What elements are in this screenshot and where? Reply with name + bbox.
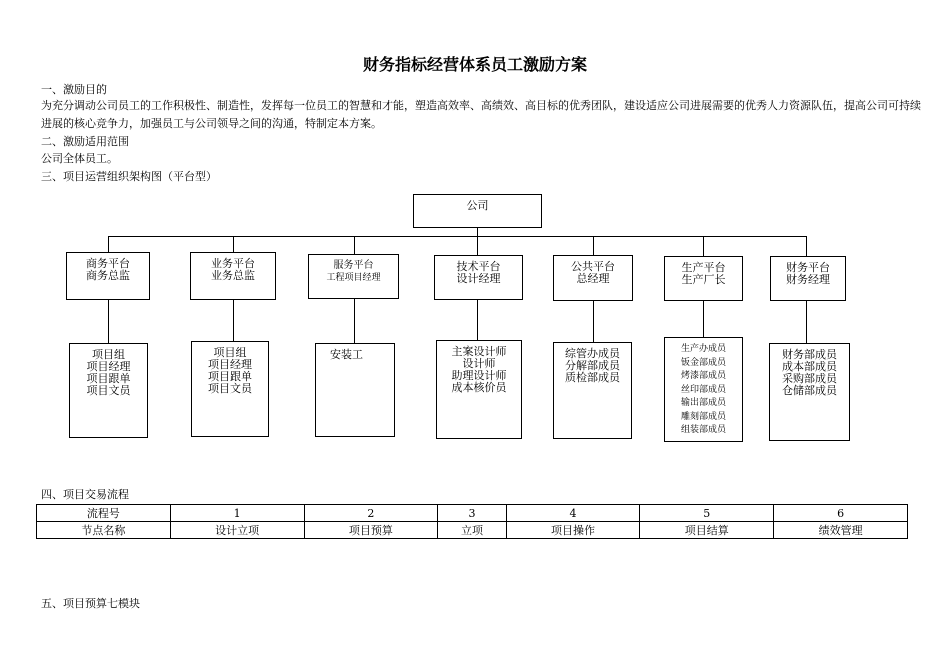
org-connector-drop	[806, 236, 807, 256]
flow-table	[36, 504, 908, 539]
org-platform-line: 财务平台	[786, 261, 830, 274]
org-platform-box	[664, 256, 743, 301]
org-member-box	[769, 343, 850, 441]
org-connector-member	[806, 301, 807, 343]
org-platform-box	[308, 254, 399, 299]
org-platform-line: 公共平台	[571, 260, 615, 273]
table-cell: 绩效管理	[774, 522, 908, 539]
org-connector-member	[703, 301, 704, 337]
org-member-line: 财务部成员	[782, 348, 837, 361]
table-cell: 6	[774, 505, 908, 522]
section-2-heading: 二、激励适用范围	[41, 135, 129, 148]
org-connector-drop	[108, 236, 109, 252]
org-member-line: 项目经理	[208, 358, 252, 371]
org-platform-box	[770, 256, 846, 301]
table-row	[37, 522, 908, 539]
org-member-box	[191, 341, 269, 437]
org-connector-bus	[108, 236, 806, 237]
table-cell: 流程号	[37, 505, 171, 522]
org-member-line: 成本核价员	[451, 381, 507, 394]
table-cell: 4	[506, 505, 640, 522]
org-platform-line: 服务平台	[333, 260, 374, 271]
org-member-line: 成本部成员	[782, 360, 837, 373]
org-member-line: 丝印部成员	[680, 384, 726, 395]
org-platform-line: 商务总监	[86, 269, 130, 282]
org-platform-line: 生产平台	[681, 261, 726, 274]
org-platform-line: 总经理	[576, 272, 610, 285]
org-member-line: 输出部成员	[680, 398, 726, 408]
org-member-line: 项目跟单	[208, 370, 252, 383]
org-connector-root	[477, 228, 478, 236]
org-connector-member	[108, 300, 109, 343]
org-member-line: 项目经理	[86, 360, 131, 373]
table-cell: 设计立项	[170, 522, 304, 539]
table-cell: 5	[640, 505, 774, 522]
org-member-box	[664, 337, 743, 442]
org-platform-line: 技术平台	[456, 260, 501, 273]
document-title: 财务指标经营体系员工激励方案	[362, 55, 587, 74]
table-cell: 节点名称	[37, 522, 171, 539]
org-member-line: 项目组	[213, 346, 247, 359]
section-5-heading: 五、项目预算七模块	[41, 597, 140, 610]
table-row	[37, 505, 908, 522]
org-root-box	[413, 194, 542, 228]
org-connector-drop	[354, 236, 355, 254]
org-member-box	[315, 343, 395, 437]
org-platform-line: 业务平台	[211, 257, 255, 270]
section-3-heading: 三、项目运营组织架构图（平台型）	[41, 170, 217, 183]
table-cell: 立项	[438, 522, 506, 539]
section-1-text: 为充分调动公司员工的工作积极性、制造性，发挥每一位员工的智慧和才能，塑造高效率、高绩效、高目标的优秀团队，建设适应公司进展需要的优秀人力资源队伍，提高公司可持续进展的核心竞争力，加强员工与公司领导之间的沟通，特制定本方案。	[41, 99, 921, 130]
org-member-line: 安装工	[330, 348, 363, 361]
org-member-line: 分解部成员	[565, 359, 620, 372]
org-member-line: 助理设计师	[451, 369, 507, 382]
org-member-line: 钣金部成员	[680, 357, 726, 368]
org-platform-line: 财务经理	[786, 273, 830, 286]
table-cell: 1	[170, 505, 304, 522]
org-platform-box	[434, 255, 523, 300]
org-connector-drop	[233, 236, 234, 252]
org-platform-box	[190, 252, 276, 300]
org-connector-drop	[477, 236, 478, 255]
table-cell: 3	[438, 505, 506, 522]
org-member-line: 质检部成员	[565, 371, 620, 384]
table-cell: 项目预算	[304, 522, 438, 539]
org-member-box	[553, 342, 632, 439]
org-member-line: 综管办成员	[565, 347, 620, 360]
org-member-line: 项目文员	[86, 384, 131, 397]
org-member-line: 采购部成员	[782, 372, 837, 385]
table-cell: 项目结算	[640, 522, 774, 539]
org-platform-line: 业务总监	[211, 269, 255, 282]
org-platform-line: 设计经理	[456, 272, 501, 285]
org-platform-line: 工程项目经理	[326, 273, 381, 283]
org-platform-line: 生产厂长	[681, 273, 726, 286]
org-platform-box	[553, 255, 633, 301]
org-connector-drop	[703, 236, 704, 256]
org-member-line: 仓储部成员	[782, 384, 837, 397]
section-2-text: 公司全体员工。	[41, 152, 118, 165]
org-connector-drop	[593, 236, 594, 255]
org-member-line: 组装部成员	[680, 425, 726, 435]
org-platform-box	[66, 252, 150, 300]
table-cell: 2	[304, 505, 438, 522]
table-cell: 项目操作	[506, 522, 640, 539]
org-member-line: 烤漆部成员	[680, 371, 726, 381]
org-connector-member	[477, 300, 478, 340]
org-member-box	[436, 340, 522, 439]
org-member-line: 主案设计师	[451, 345, 507, 358]
org-member-line: 项目跟单	[86, 372, 131, 385]
org-member-line: 雕刻部成员	[680, 411, 726, 422]
org-member-box	[69, 343, 148, 438]
org-root-label: 公司	[466, 199, 489, 212]
org-connector-member	[233, 300, 234, 341]
section-4-heading: 四、项目交易流程	[41, 488, 129, 501]
org-member-line: 项目文员	[208, 382, 252, 395]
org-member-line: 项目组	[92, 348, 125, 361]
org-connector-member	[354, 299, 355, 343]
org-platform-line: 商务平台	[86, 257, 130, 270]
org-member-line: 生产办成员	[680, 344, 726, 354]
section-1-heading: 一、激励目的	[41, 83, 107, 96]
org-member-line: 设计师	[462, 357, 496, 370]
org-connector-member	[593, 301, 594, 342]
